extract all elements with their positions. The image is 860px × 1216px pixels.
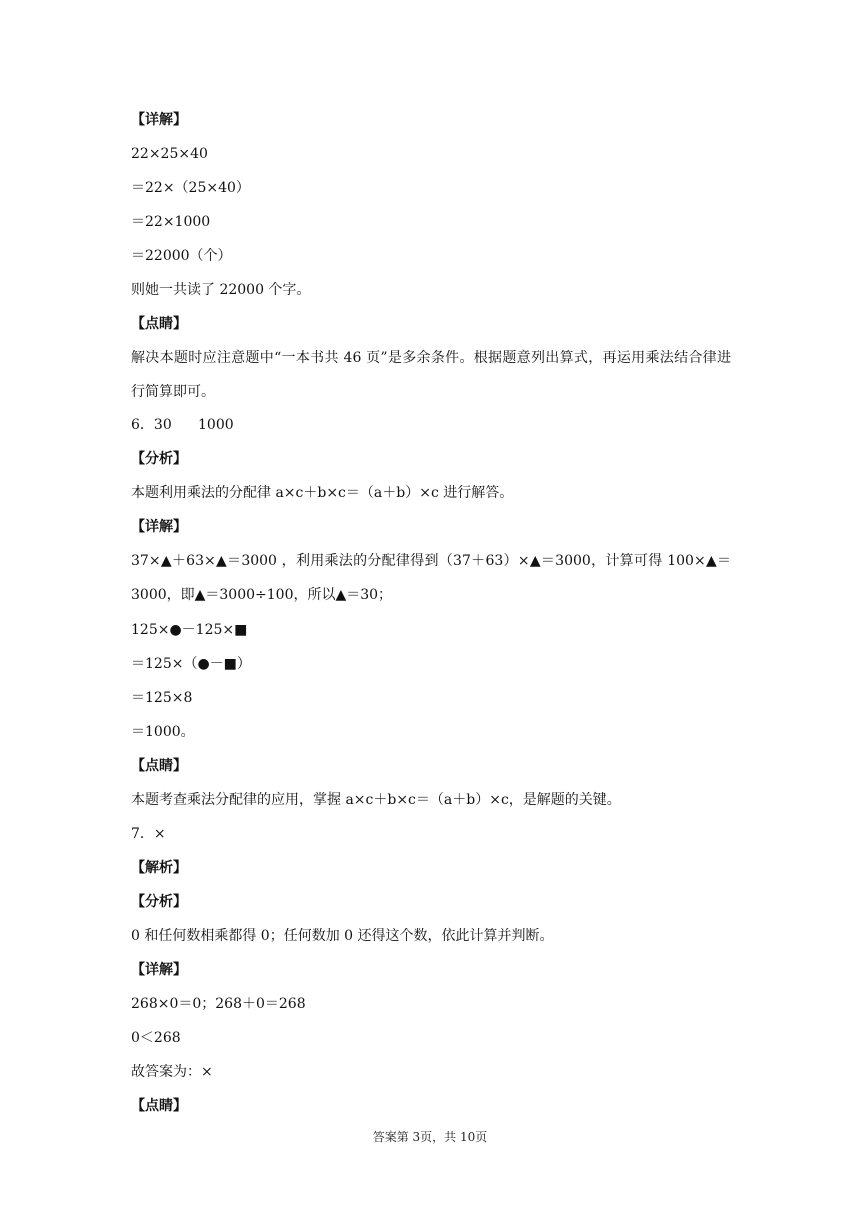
answer-value: 1000	[198, 417, 234, 433]
analysis-text: 本题利用乘法的分配律 a×c＋b×c＝（a＋b）×c 进行解答。	[131, 485, 514, 501]
analysis-text: 0 和任何数相乘都得 0；任何数加 0 还得这个数，依此计算并判断。	[131, 928, 554, 944]
calc-line: ＝22000（个）	[131, 248, 232, 264]
page-footer: 答案第 3页，共 10页	[372, 1130, 488, 1144]
calc-line: ＝125×8	[131, 690, 193, 706]
comment-paragraph: 解决本题时应注意题中“一本书共 46 页”是多余条件。根据题意列出算式，再运用乘法结合律进行简算即可。	[131, 350, 731, 400]
section-heading-explanation: 【解析】	[131, 860, 187, 876]
calc-line: 0＜268	[131, 1030, 181, 1046]
section-heading-comment: 【点睛】	[131, 1098, 187, 1114]
answer-sentence: 故答案为：×	[131, 1064, 213, 1080]
detail-paragraph: 37×▲＋63×▲＝3000 ，利用乘法的分配律得到（37＋63）×▲＝3000，计算可得 100×▲＝3000，即▲＝3000÷100，所以▲＝30；	[131, 553, 731, 603]
section-heading-comment: 【点睛】	[131, 316, 187, 332]
calc-line: 268×0＝0；268＋0＝268	[131, 996, 306, 1012]
section-heading-comment: 【点睛】	[131, 758, 187, 774]
calc-line: ＝125×（●－■）	[131, 656, 251, 672]
comment-text: 本题考查乘法分配律的应用，掌握 a×c＋b×c＝（a＋b）×c，是解题的关键。	[131, 792, 621, 808]
question-6-answer	[131, 415, 234, 435]
question-7-answer: 7．×	[131, 826, 166, 842]
calc-line: ＝22×1000	[131, 214, 211, 230]
section-heading-detail: 【详解】	[131, 112, 187, 128]
section-heading-detail: 【详解】	[131, 519, 187, 535]
calc-line: ＝22×（25×40）	[131, 180, 250, 196]
calc-line: 125×●－125×■	[131, 622, 248, 638]
section-heading-detail: 【详解】	[131, 962, 187, 978]
answer-value: 6．30	[131, 417, 172, 433]
calc-line: 22×25×40	[131, 146, 208, 162]
section-heading-analysis: 【分析】	[131, 894, 187, 910]
answer-sentence: 则她一共读了 22000 个字。	[131, 282, 311, 298]
section-heading-analysis: 【分析】	[131, 451, 187, 467]
calc-line: ＝1000。	[131, 724, 195, 740]
